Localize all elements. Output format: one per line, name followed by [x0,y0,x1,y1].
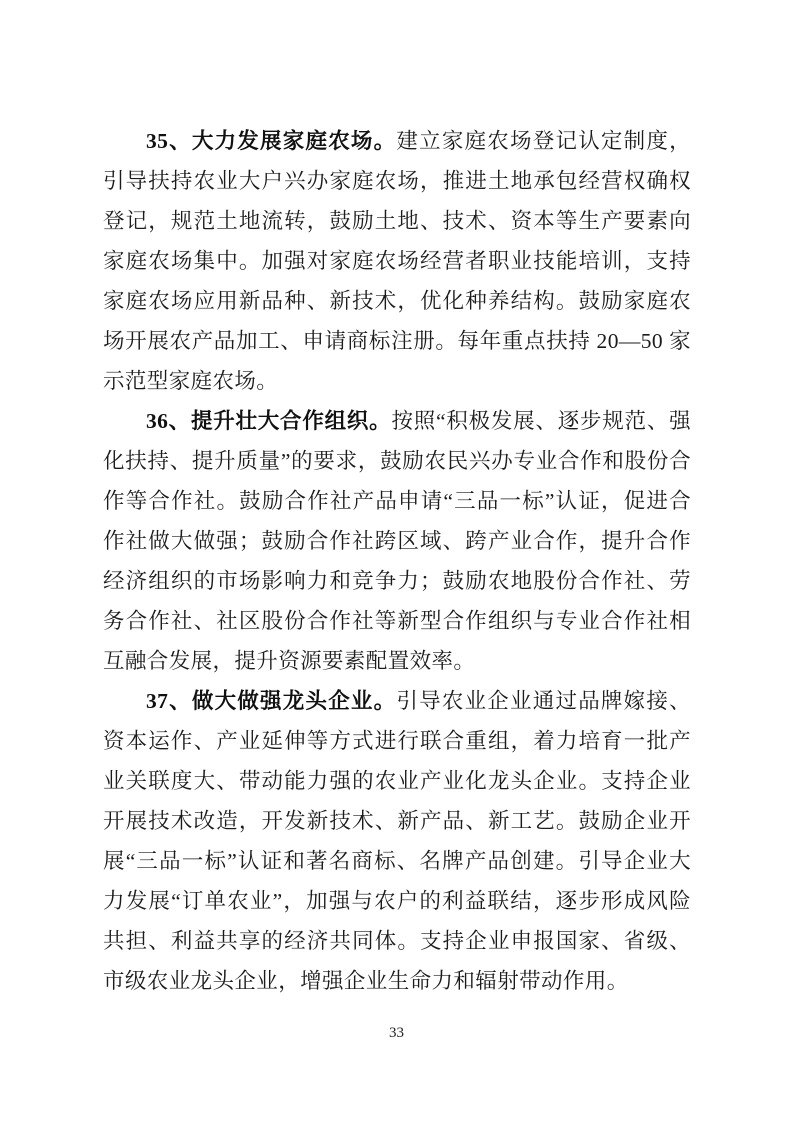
paragraph-item-35 [103,121,691,401]
paragraph-35-body: 建立家庭农场登记认定制度，引导扶持农业大户兴办家庭农场，推进土地承包经营权确权登记，规范土地流转，鼓励土地、技术、资本等生产要素向家庭农场集中。加强对家庭农场经营者职业技能培训，支持家庭农场应用新品种、新技术，优化种养结构。鼓励家庭农场开展农产品加工、申请商标注册。每年重点扶持 20—50 家示范型家庭农场。 [103,129,691,393]
paragraph-item-37 [103,681,691,1001]
document-content [103,121,691,1001]
page-number: 33 [389,1025,404,1041]
paragraph-item-36 [103,401,691,681]
paragraph-36-body: 按照“积极发展、逐步规范、强化扶持、提升质量”的要求，鼓励农民兴办专业合作和股份合作等合作社。鼓励合作社产品申请“三品一标”认证，促进合作社做大做强；鼓励合作社跨区域、跨产业合作，提升合作经济组织的市场影响力和竞争力；鼓励农地股份合作社、劳务合作社、社区股份合作社等新型合作组织与专业合作社相互融合发展，提升资源要素配置效率。 [103,409,691,673]
paragraph-35-heading: 35、大力发展家庭农场。 [146,129,397,153]
paragraph-36-heading: 36、提升壮大合作组织。 [146,409,392,433]
paragraph-37-body: 引导农业企业通过品牌嫁接、资本运作、产业延伸等方式进行联合重组，着力培育一批产业关联度大、带动能力强的农业产业化龙头企业。支持企业开展技术改造，开发新技术、新产品、新工艺。鼓励企业开展“三品一标”认证和著名商标、名牌产品创建。引导企业大力发展“订单农业”，加强与农户的利益联结，逐步形成风险共担、利益共享的经济共同体。支持企业申报国家、省级、市级农业龙头企业，增强企业生命力和辐射带动作用。 [103,689,691,993]
paragraph-37-heading: 37、做大做强龙头企业。 [146,689,397,713]
